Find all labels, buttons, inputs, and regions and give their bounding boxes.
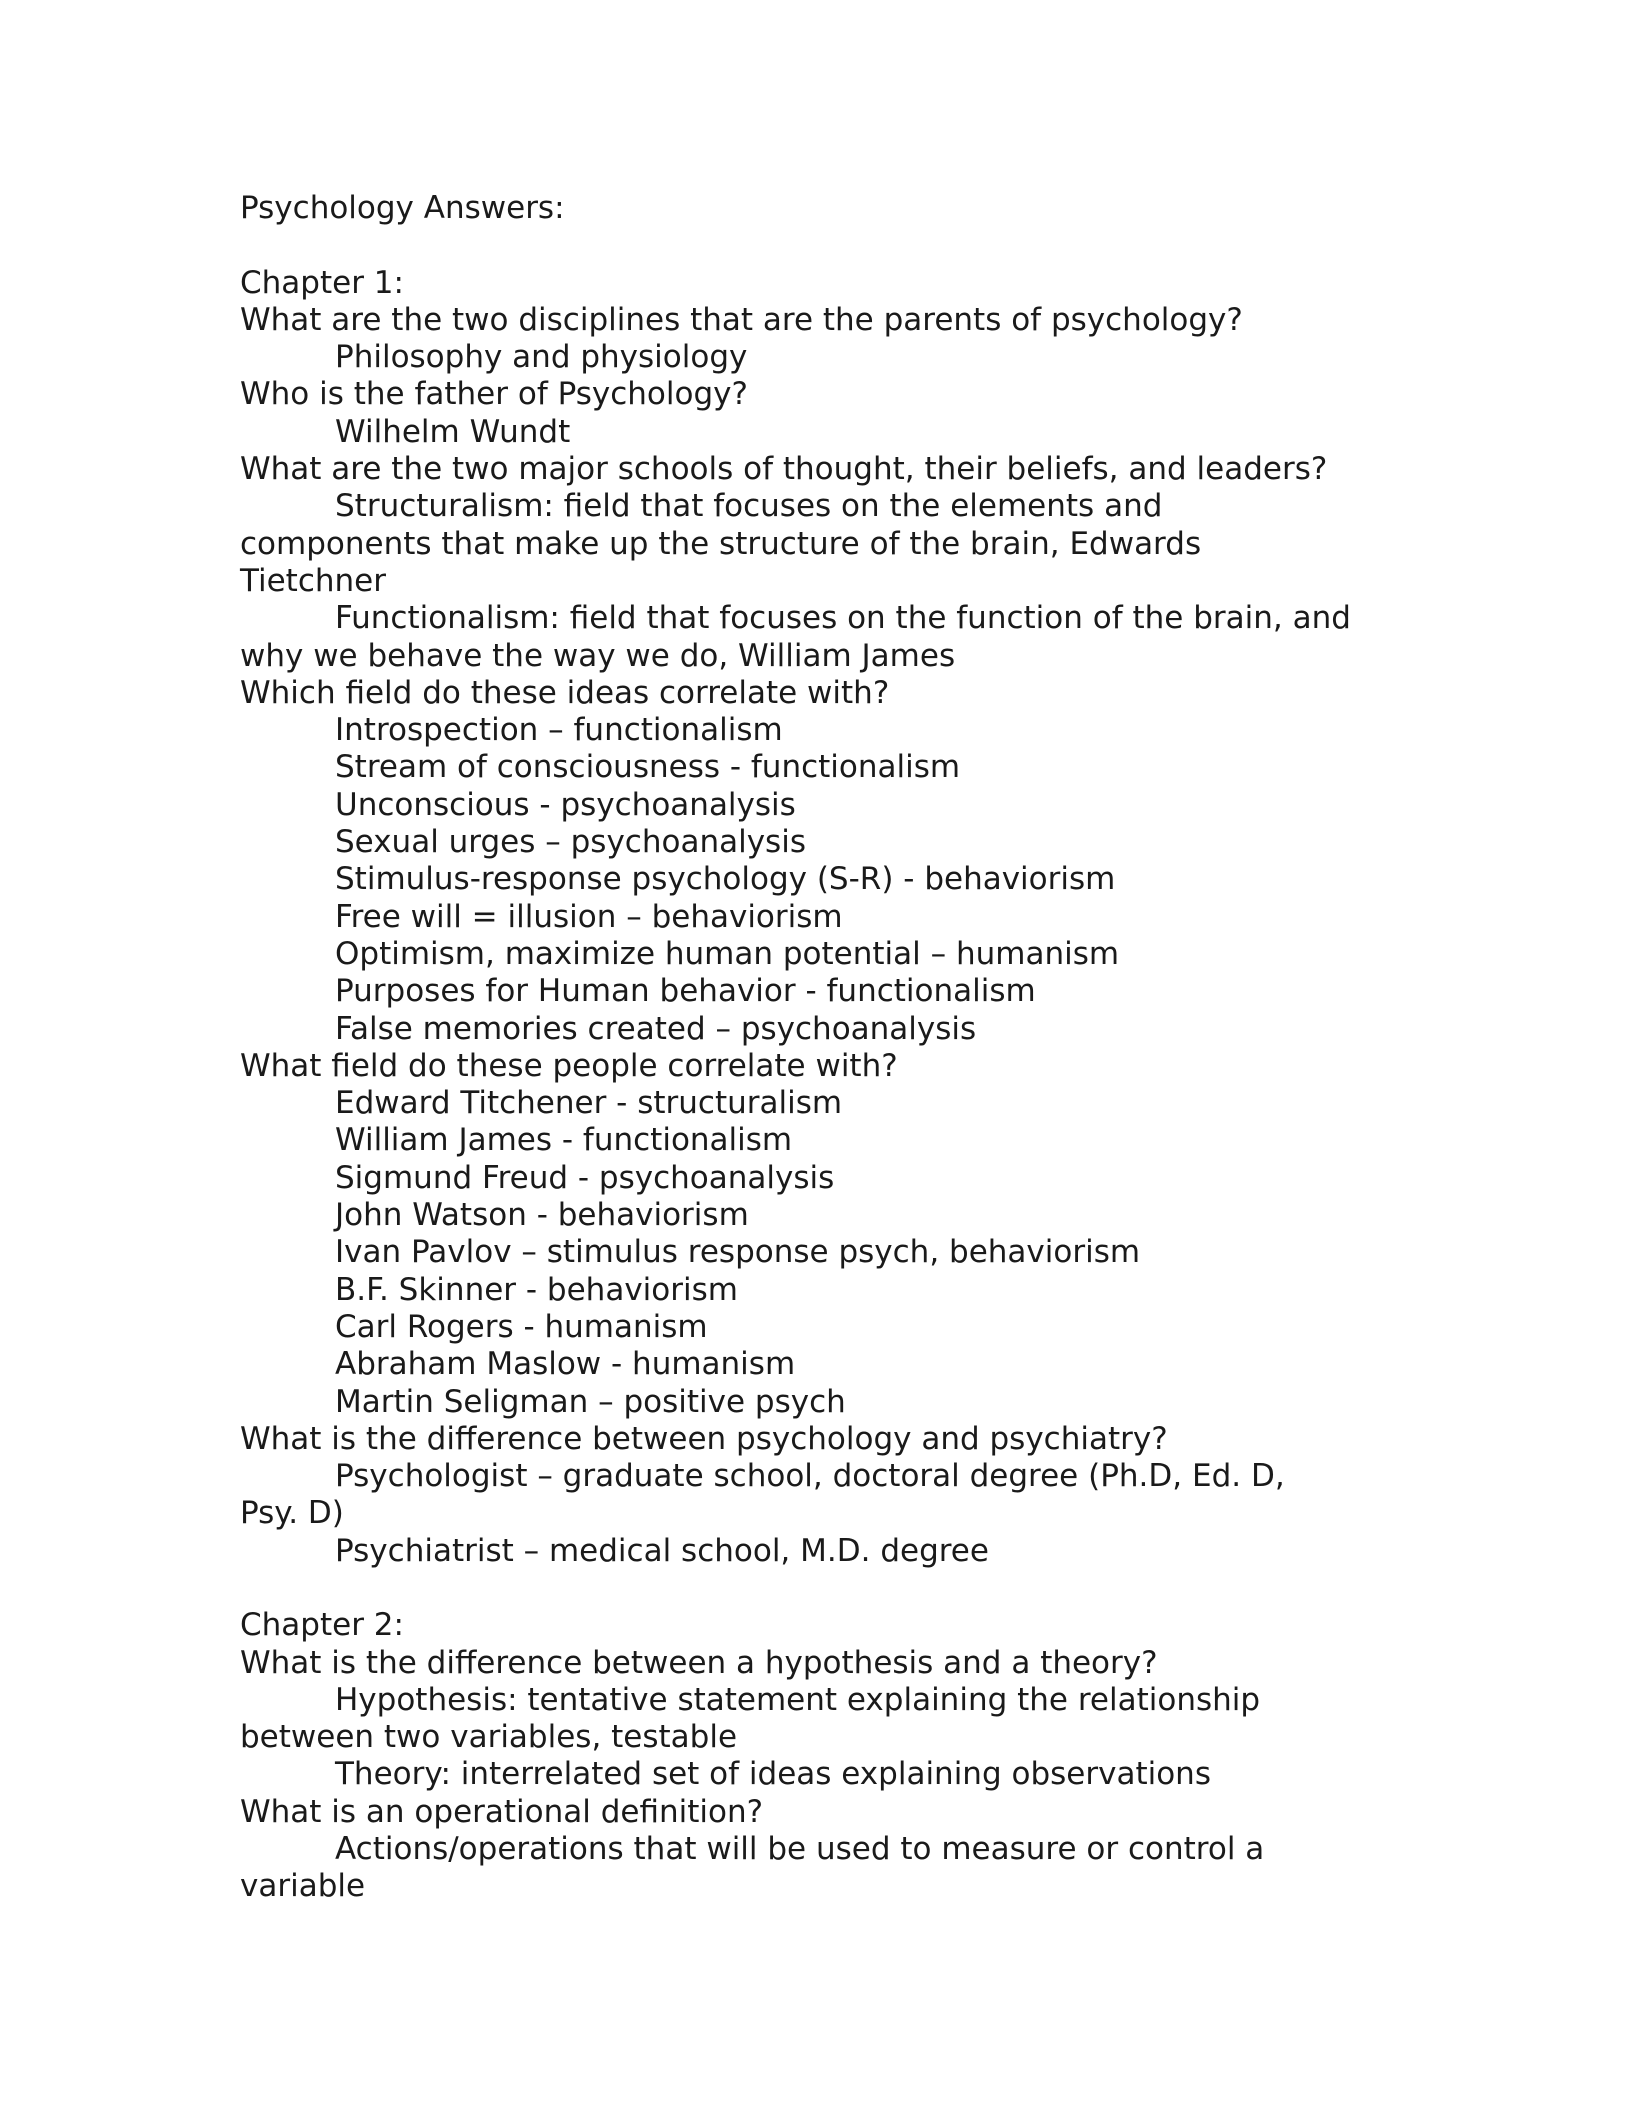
answer: Psychiatrist – medical school, M.D. degree — [335, 1532, 989, 1569]
answer-continuation: why we behave the way we do, William James — [240, 637, 956, 674]
question: Which field do these ideas correlate with? — [240, 674, 890, 711]
person-item: Edward Titchener - structuralism — [335, 1085, 843, 1122]
idea-item: Stream of consciousness - functionalism — [335, 749, 961, 786]
answer: Structuralism: field that focuses on the elements and — [335, 488, 1163, 525]
answer: Psychologist – graduate school, doctoral degree (Ph.D, Ed. D, — [335, 1458, 1285, 1495]
question: What is the difference between psychology and psychiatry? — [240, 1420, 1168, 1457]
answer-continuation: between two variables, testable — [240, 1719, 738, 1756]
question: What is an operational definition? — [240, 1793, 764, 1830]
idea-item: Unconscious - psychoanalysis — [335, 786, 796, 823]
question: What are the two major schools of thought, their beliefs, and leaders? — [240, 451, 1328, 488]
person-item: Martin Seligman – positive psych — [335, 1383, 846, 1420]
answer: Philosophy and physiology — [335, 339, 748, 376]
answer-continuation: components that make up the structure of the brain, Edwards — [240, 525, 1202, 562]
answer-continuation: Tietchner — [240, 562, 386, 599]
answer: Actions/operations that will be used to measure or control a — [335, 1831, 1265, 1868]
question: Who is the father of Psychology? — [240, 376, 748, 413]
person-item: John Watson - behaviorism — [335, 1197, 749, 1234]
idea-item: Stimulus-response psychology (S-R) - behaviorism — [335, 861, 1116, 898]
idea-item: Free will = illusion – behaviorism — [335, 898, 843, 935]
chapter-2-heading: Chapter 2: — [240, 1607, 404, 1644]
idea-item: False memories created – psychoanalysis — [335, 1010, 977, 1047]
person-item: Sigmund Freud - psychoanalysis — [335, 1159, 835, 1196]
person-item: Abraham Maslow - humanism — [335, 1346, 796, 1383]
person-item: Ivan Pavlov – stimulus response psych, behaviorism — [335, 1234, 1141, 1271]
blank-line — [240, 227, 1400, 264]
blank-line — [240, 1570, 1400, 1607]
idea-item: Optimism, maximize human potential – humanism — [335, 935, 1120, 972]
person-item: Carl Rogers - humanism — [335, 1308, 708, 1345]
question: What are the two disciplines that are the parents of psychology? — [240, 301, 1243, 338]
document-title: Psychology Answers: — [240, 190, 565, 226]
answer: Functionalism: field that focuses on the function of the brain, and — [335, 600, 1351, 637]
document-body — [240, 190, 1400, 1906]
question: What field do these people correlate with? — [240, 1047, 898, 1084]
idea-item: Introspection – functionalism — [335, 712, 783, 749]
answer: Hypothesis: tentative statement explaining the relationship — [335, 1681, 1261, 1718]
person-item: B.F. Skinner - behaviorism — [335, 1271, 738, 1308]
idea-item: Sexual urges – psychoanalysis — [335, 824, 806, 861]
answer: Theory: interrelated set of ideas explaining observations — [335, 1756, 1211, 1793]
chapter-1-heading: Chapter 1: — [240, 264, 404, 301]
answer-continuation: Psy. D) — [240, 1495, 344, 1532]
answer-continuation: variable — [240, 1868, 366, 1905]
question: What is the difference between a hypothesis and a theory? — [240, 1644, 1158, 1681]
person-item: William James - functionalism — [335, 1122, 793, 1159]
answer: Wilhelm Wundt — [335, 413, 571, 450]
idea-item: Purposes for Human behavior - functionalism — [335, 973, 1036, 1010]
